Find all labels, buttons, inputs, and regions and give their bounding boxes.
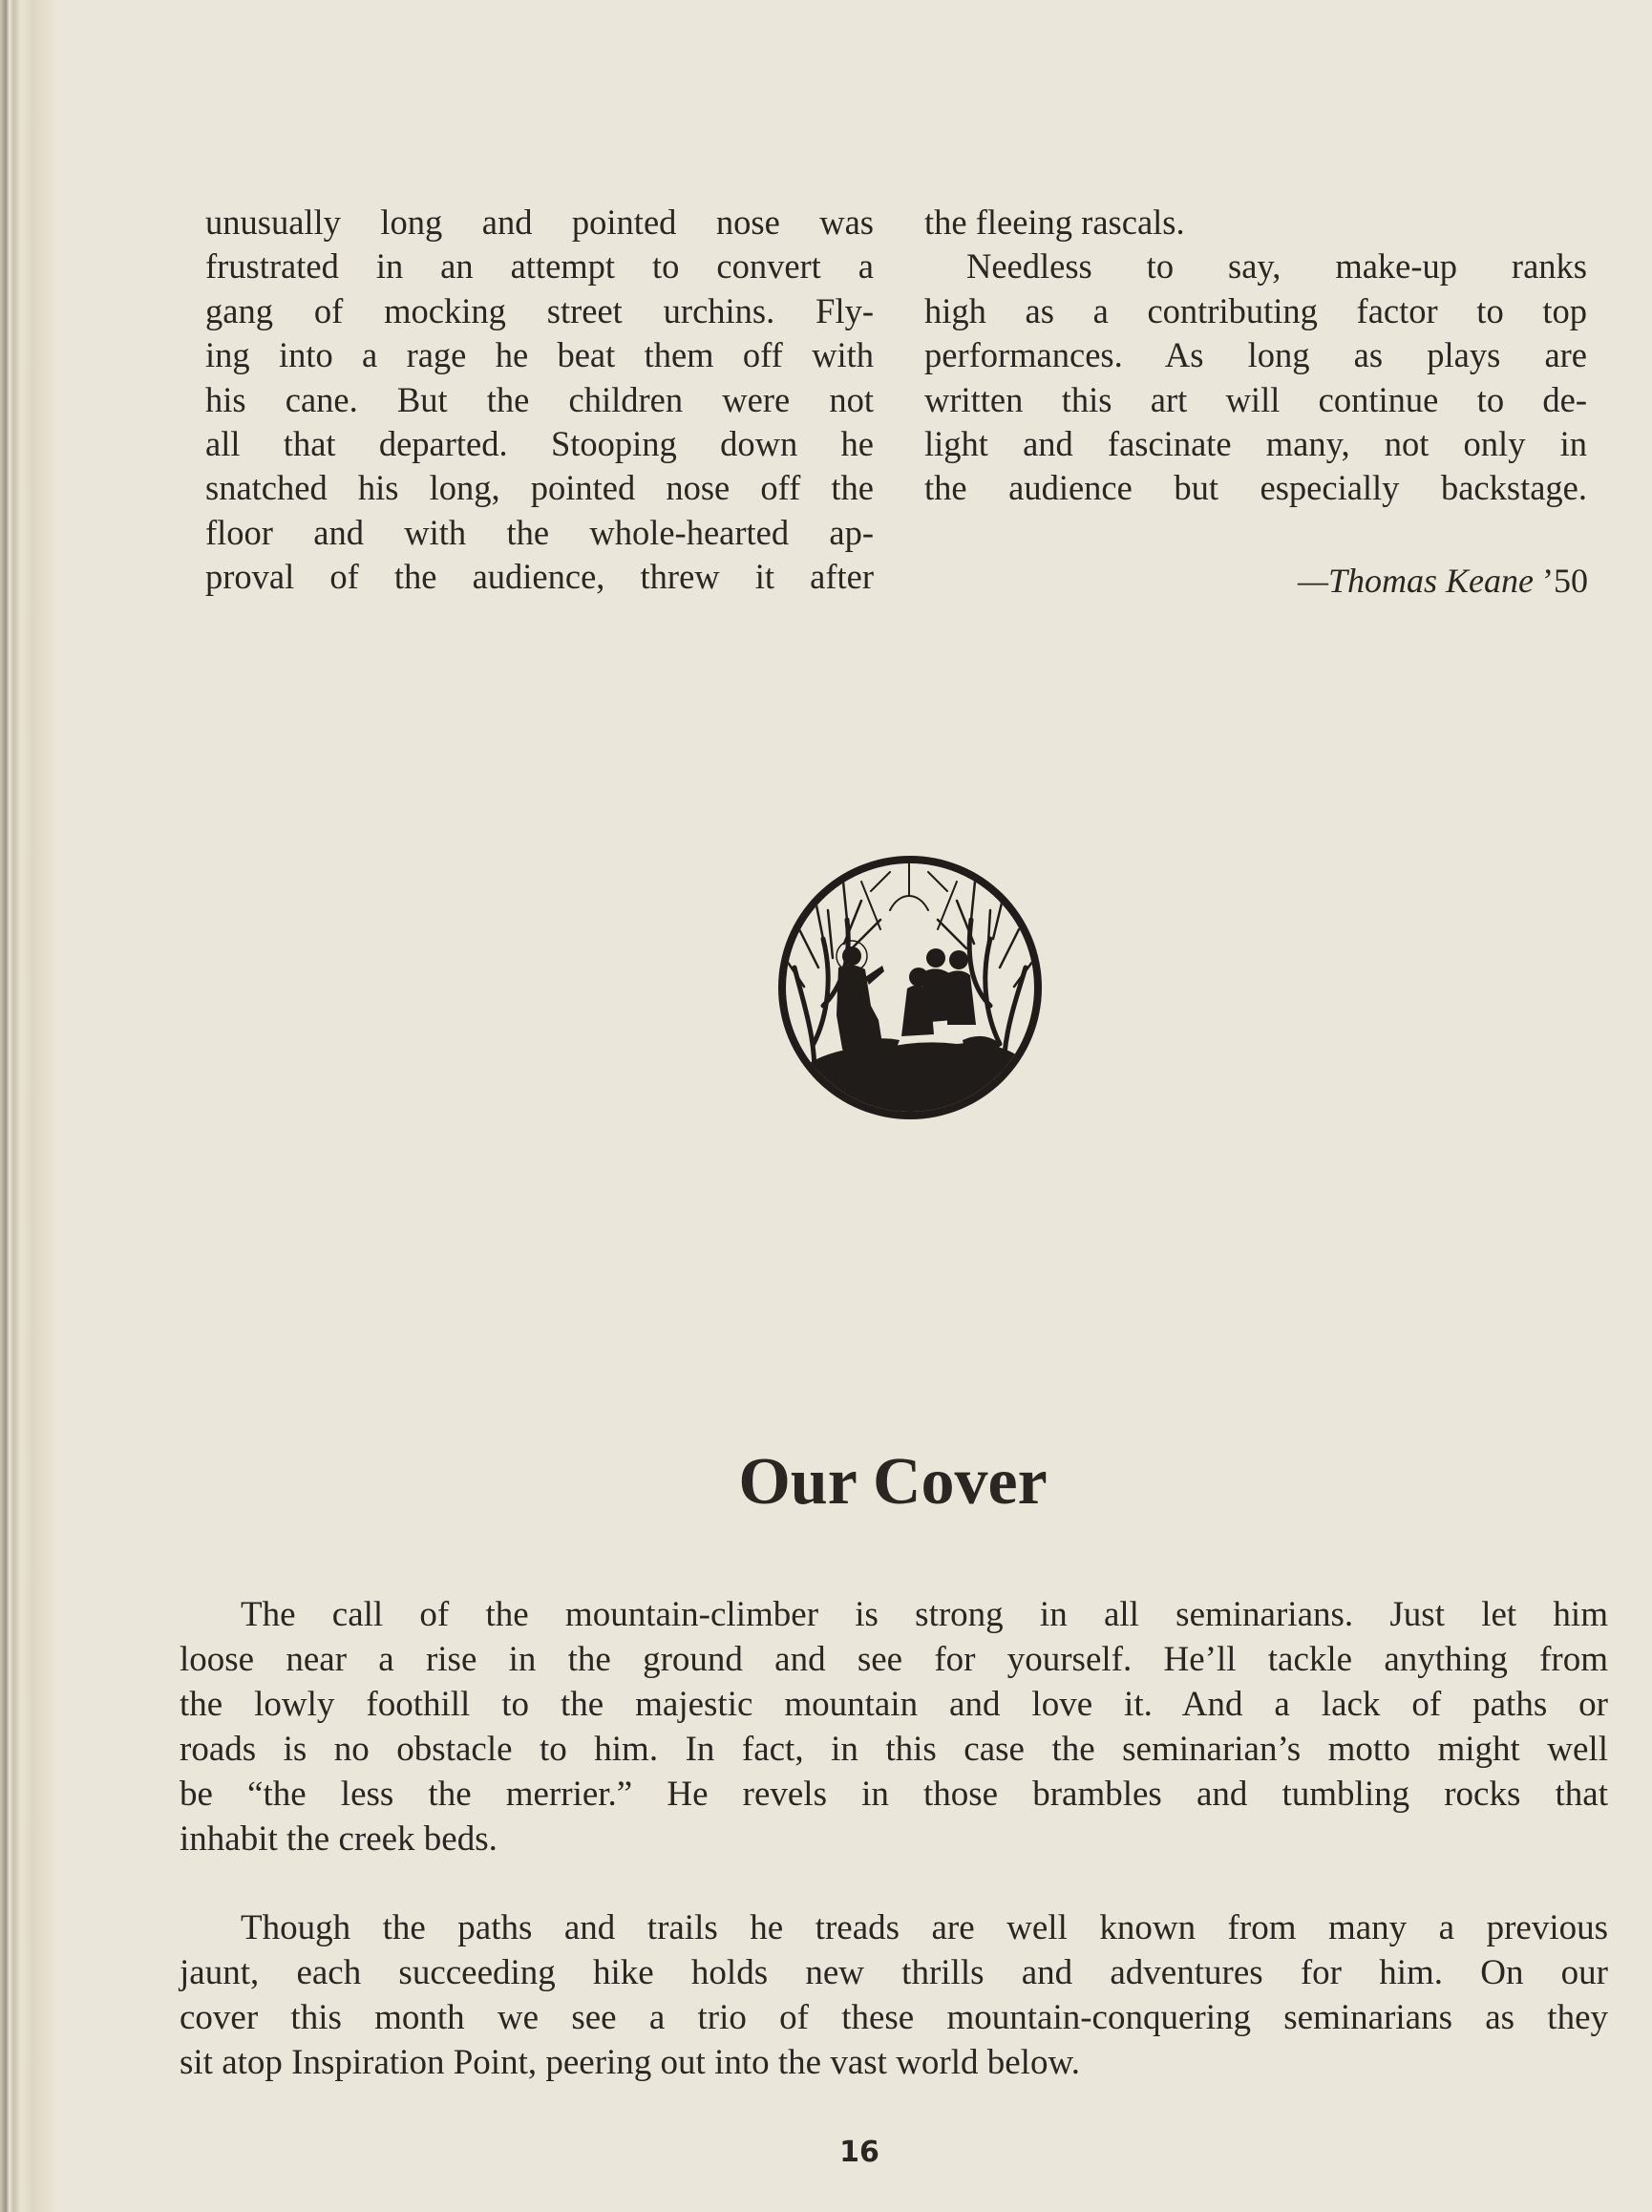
text-line: light and fascinate many, not only in: [924, 424, 1587, 464]
text-line: gang of mocking street urchins. Fly-: [205, 290, 874, 330]
text-line: The call of the mountain-climber is strong in all seminarians. Just let him: [241, 1595, 1608, 1634]
text-line: the audience but especially backstage.: [924, 468, 1587, 508]
author-name: —Thomas Keane: [1297, 562, 1534, 600]
text-line: ing into a rage he beat them off with: [205, 335, 874, 375]
text-line: cover this month we see a trio of these mountain-conquering seminarians as they: [180, 1998, 1608, 2037]
cover-paragraph-2: [180, 1905, 1608, 2085]
text-line: jaunt, each succeeding hike holds new thrills and adventures for him. On our: [180, 1953, 1608, 1992]
text-line: Though the paths and trails he treads are well known from many a previous: [241, 1908, 1608, 1947]
text-line: proval of the audience, threw it after: [205, 557, 874, 597]
text-line: unusually long and pointed nose was: [205, 202, 874, 242]
text-line: frustrated in an attempt to convert a: [205, 246, 874, 287]
author-signature: [1298, 559, 1588, 603]
section-title: Our Cover: [738, 1445, 1048, 1519]
text-line: performances. As long as plays are: [924, 335, 1587, 375]
text-line: high as a contributing factor to top: [924, 290, 1587, 330]
text-line: all that departed. Stooping down he: [205, 424, 874, 464]
page-binding-edge: [0, 0, 57, 2212]
right-column-text: [924, 201, 1587, 511]
author-class-year: ’50: [1534, 562, 1588, 600]
cover-paragraph-1: [180, 1592, 1608, 1861]
text-line: Needless to say, make-up ranks: [966, 246, 1587, 287]
left-column-text: [205, 201, 874, 600]
text-line: snatched his long, pointed nose off the: [205, 468, 874, 508]
text-line: loose near a rise in the ground and see for yourself. He’ll tackle anything from: [180, 1640, 1608, 1679]
text-line: roads is no obstacle to him. In fact, in this case the seminarian’s motto might well: [180, 1730, 1608, 1769]
text-line: floor and with the whole-hearted ap-: [205, 512, 874, 552]
text-line: inhabit the creek beds.: [180, 1819, 498, 1859]
text-line: the lowly foothill to the majestic mountain and love it. And a lack of paths or: [180, 1685, 1608, 1724]
silhouette-medallion-icon: [775, 853, 1045, 1122]
text-line: sit atop Inspiration Point, peering out into the vast world below.: [180, 2043, 1081, 2082]
text-line: be “the less the merrier.” He revels in those brambles and tumbling rocks that: [180, 1775, 1608, 1814]
text-line: the fleeing rascals.: [924, 202, 1185, 242]
page-number: 16: [839, 2136, 879, 2169]
text-line: his cane. But the children were not: [205, 379, 874, 419]
text-line: written this art will continue to de-: [924, 379, 1587, 419]
